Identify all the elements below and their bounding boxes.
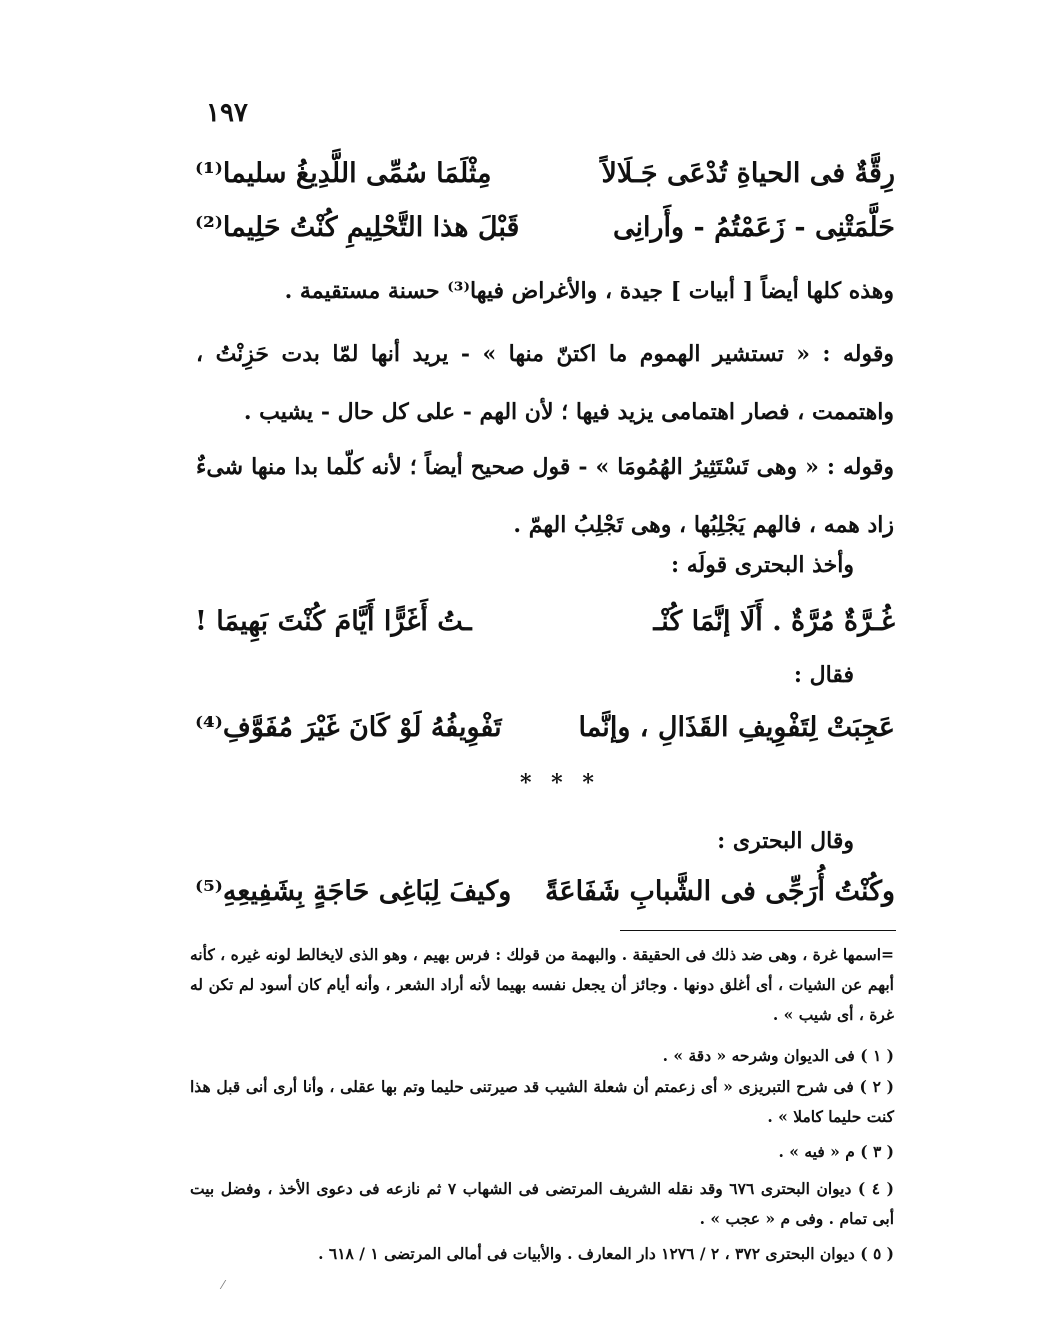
footnote-item: ( ٥ ) ديوان البحترى ٣٧٢ ، ٢ / ١٢٧٦ دار المعارف . والأبيات فى أمالى المرتضى ١ / ٦١٨ . xyxy=(318,1244,894,1263)
verse-first-hemistich: وكُنْتُ أُرَجِّى فى الشَّبابِ شَفَاعَةً xyxy=(545,875,895,907)
prose-paragraph: وقوله : « وهى تَسْتَثِيرُ الهُمُومَا » - قول صحيح أيضاً ؛ لأنه كلّما بدا منها شىءٌ زاد همه ، فالهم يَجْلِبُها ، وهى تَجْلِبُ الهمّ . xyxy=(196,454,894,538)
verse-second-hemistich: مِثْلَمَا سُمِّى اللَّدِيغُ سليما⁽¹⁾ xyxy=(195,157,492,189)
verse-line xyxy=(195,866,895,916)
page-number: ١٩٧ xyxy=(206,98,248,128)
prose-paragraph: وهذه كلها أيضاً [ أبيات ] جيدة ، والأغراض فيها⁽³⁾ حسنة مستقيمة . xyxy=(284,278,894,304)
verse-second-hemistich: وكيفَ لِبَاغِى حَاجَةٍ بِشَفِيعِهِ⁽⁵⁾ xyxy=(195,875,512,907)
verse-line xyxy=(195,148,895,198)
footnote-item: ( ١ ) فى الديوان وشرحه « دقة » . xyxy=(662,1046,894,1065)
verse-second-hemistich: ـتُ أَغَرًّا أَيَّامَ كُنْتَ بَهِيمَا ! xyxy=(195,605,472,637)
footnote-item: ( ٤ ) ديوان البحترى ٦٧٦ وقد نقله الشريف المرتضى فى الشهاب ٧ ثم نازعه فى دعوى الأخذ ، وفضل بيت أبى تمام . وفى م « عجب » . xyxy=(190,1179,895,1228)
verse-line xyxy=(195,202,895,252)
footnote-item: ( ٣ ) م « فيه » . xyxy=(778,1142,894,1161)
section-label: فقال : xyxy=(793,662,854,688)
verse-first-hemistich: رِقَّةٌ فى الحياةِ تُدْعَى جَـلَالاً xyxy=(601,157,895,189)
footnote-continuation: =اسمها غرة ، وهى ضد ذلك فى الحقيقة . والبهمة من قولك : فرس بهيم ، وهو الذى لايخالط لونه غيره ، كأنه أبهم عن الشيات ، أى أغلق دونها . وجائز أن يجعل نفسه بهيما لأنه أراد الشعر ، وأنه أيام كان أسود لم تكن له غرة ، أى شيب » . xyxy=(190,945,894,1024)
verse-first-hemistich: حَلَّمَتْنِى - زَعَمْتُمُ - وأَرانِى xyxy=(612,211,895,243)
section-label: وقال البحترى : xyxy=(717,828,854,854)
verse-second-hemistich: تَفْوِيفُهُ لَوْ كَانَ غَيْرَ مُفَوَّفِ⁽⁴⁾ xyxy=(195,711,502,743)
scan-speck: ⁄ xyxy=(222,1278,225,1292)
section-separator: * * * xyxy=(520,770,600,796)
verse-line xyxy=(195,596,895,646)
verse-first-hemistich: غُـرَّةٌ مُرَّةٌ . أَلَا إنَّمَا كُنْـ xyxy=(653,605,895,637)
footnote-divider xyxy=(620,930,896,931)
verse-first-hemistich: عَجِبَتْ لِتَفْوِيفِ القَذَالِ ، وإنَّما xyxy=(578,711,895,743)
verse-second-hemistich: قَبْلَ هذا التَّحْلِيمِ كُنْتُ حَلِيما⁽²⁾ xyxy=(195,211,520,243)
verse-line xyxy=(195,702,895,752)
section-label: وأخذ البحترى قولَه : xyxy=(670,552,854,578)
footnote-item: ( ٢ ) فى شرح التبريزى « أى زعمتم أن شعلة الشيب قد صيرتنى حليما وتم بها عقلى ، وأنا أرى أنى قبل هذا كنت حليما كاملا » . xyxy=(190,1077,894,1126)
prose-paragraph: وقوله : « تستشير الهموم ما اكتنّ منها » - يريد أنها لمّا بدت حَزِنْتُ ، واهتممت ، فصار اهتمامى يزيد فيها ؛ لأن الهم - على كل حال - يشيب . xyxy=(196,341,894,425)
